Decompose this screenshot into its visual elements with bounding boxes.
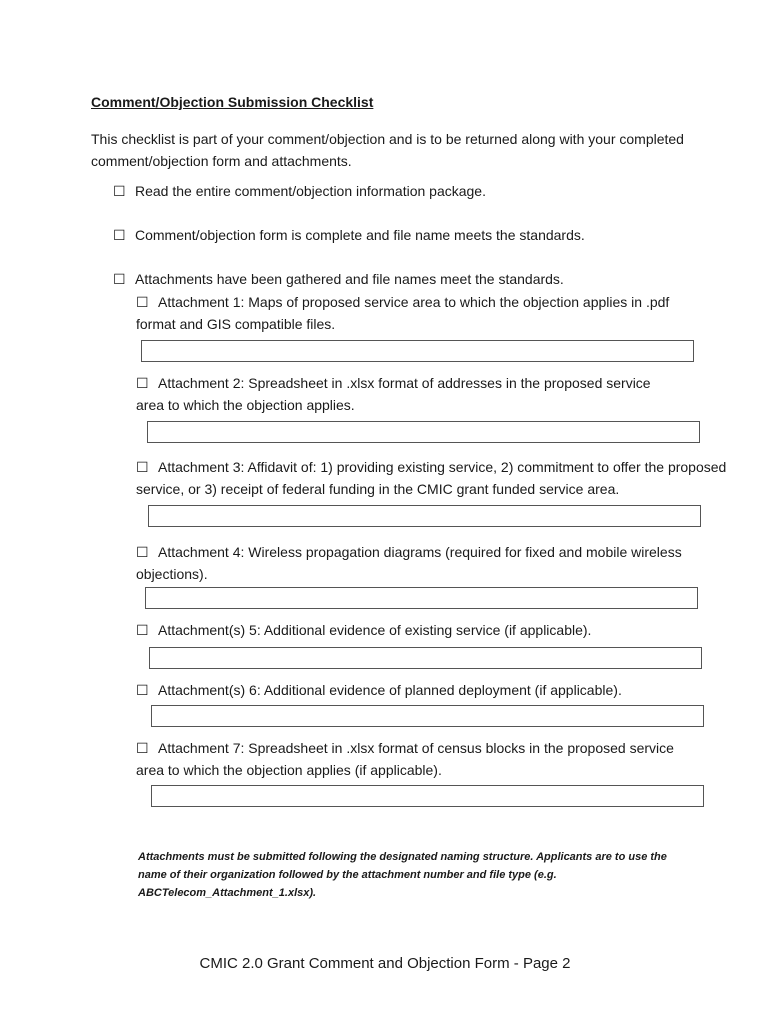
attachment-label: Attachment 2: Spreadsheet in .xlsx format of addresses in the proposed service area to which the objection applies. <box>136 375 651 413</box>
checklist-item-package <box>113 180 486 202</box>
attachment-label: Attachment(s) 5: Additional evidence of existing service (if applicable). <box>158 622 592 638</box>
attachment-4 <box>136 541 696 585</box>
checklist-item-attachments <box>113 268 564 290</box>
page-footer: CMIC 2.0 Grant Comment and Objection Form - Page 2 <box>199 955 571 972</box>
attachment-label: Attachment 1: Maps of proposed service area to which the objection applies in .pdf format and GIS compatible files. <box>136 294 670 332</box>
checkbox[interactable]: ☐ <box>136 375 149 391</box>
checkbox[interactable]: ☐ <box>136 294 149 310</box>
attachment-6-field[interactable] <box>151 705 704 727</box>
checkbox[interactable]: ☐ <box>136 459 149 475</box>
attachment-2 <box>136 372 676 416</box>
attachment-1-field[interactable] <box>141 340 694 362</box>
attachment-5 <box>136 619 696 641</box>
checkbox[interactable]: ☐ <box>136 544 149 560</box>
checklist-item-label: Read the entire comment/objection information package. <box>135 183 486 199</box>
checklist-item-label: Comment/objection form is complete and file name meets the standards. <box>135 227 585 243</box>
attachment-4-field[interactable] <box>145 587 698 609</box>
checkbox[interactable]: ☐ <box>113 271 126 287</box>
intro-paragraph: This checklist is part of your comment/objection and is to be returned along with your completed comment/objection form and attachments. <box>91 131 684 169</box>
attachment-5-field[interactable] <box>149 647 702 669</box>
attachment-2-field[interactable] <box>147 421 700 443</box>
attachment-3-field[interactable] <box>148 505 701 527</box>
checkbox[interactable]: ☐ <box>136 682 149 698</box>
checkbox[interactable]: ☐ <box>113 227 126 243</box>
checkbox[interactable]: ☐ <box>113 183 126 199</box>
attachment-label: Attachment(s) 6: Additional evidence of planned deployment (if applicable). <box>158 682 622 698</box>
attachment-label: Attachment 3: Affidavit of: 1) providing existing service, 2) commitment to offer the proposed service, or 3) receipt of federal funding in the CMIC grant funded service area. <box>136 459 727 497</box>
attachment-label: Attachment 4: Wireless propagation diagrams (required for fixed and mobile wireless objections). <box>136 544 682 582</box>
attachment-6 <box>136 679 696 701</box>
attachment-label: Attachment 7: Spreadsheet in .xlsx format of census blocks in the proposed service area to which the objection applies (if applicable). <box>136 740 674 778</box>
attachment-3 <box>136 456 736 500</box>
naming-note: Attachments must be submitted following the designated naming structure. Applicants are to use the name of their organization followed by the attachment number and file type (e.g. ABCTelecom_Attachment_1.xlsx). <box>138 851 667 899</box>
attachment-7 <box>136 737 686 781</box>
attachment-1 <box>136 291 696 335</box>
attachment-7-field[interactable] <box>151 785 704 807</box>
checklist-item-label: Attachments have been gathered and file names meet the standards. <box>135 271 564 287</box>
checkbox[interactable]: ☐ <box>136 622 149 638</box>
checkbox[interactable]: ☐ <box>136 740 149 756</box>
page-title: Comment/Objection Submission Checklist <box>91 94 374 110</box>
checklist-item-form <box>113 224 585 246</box>
